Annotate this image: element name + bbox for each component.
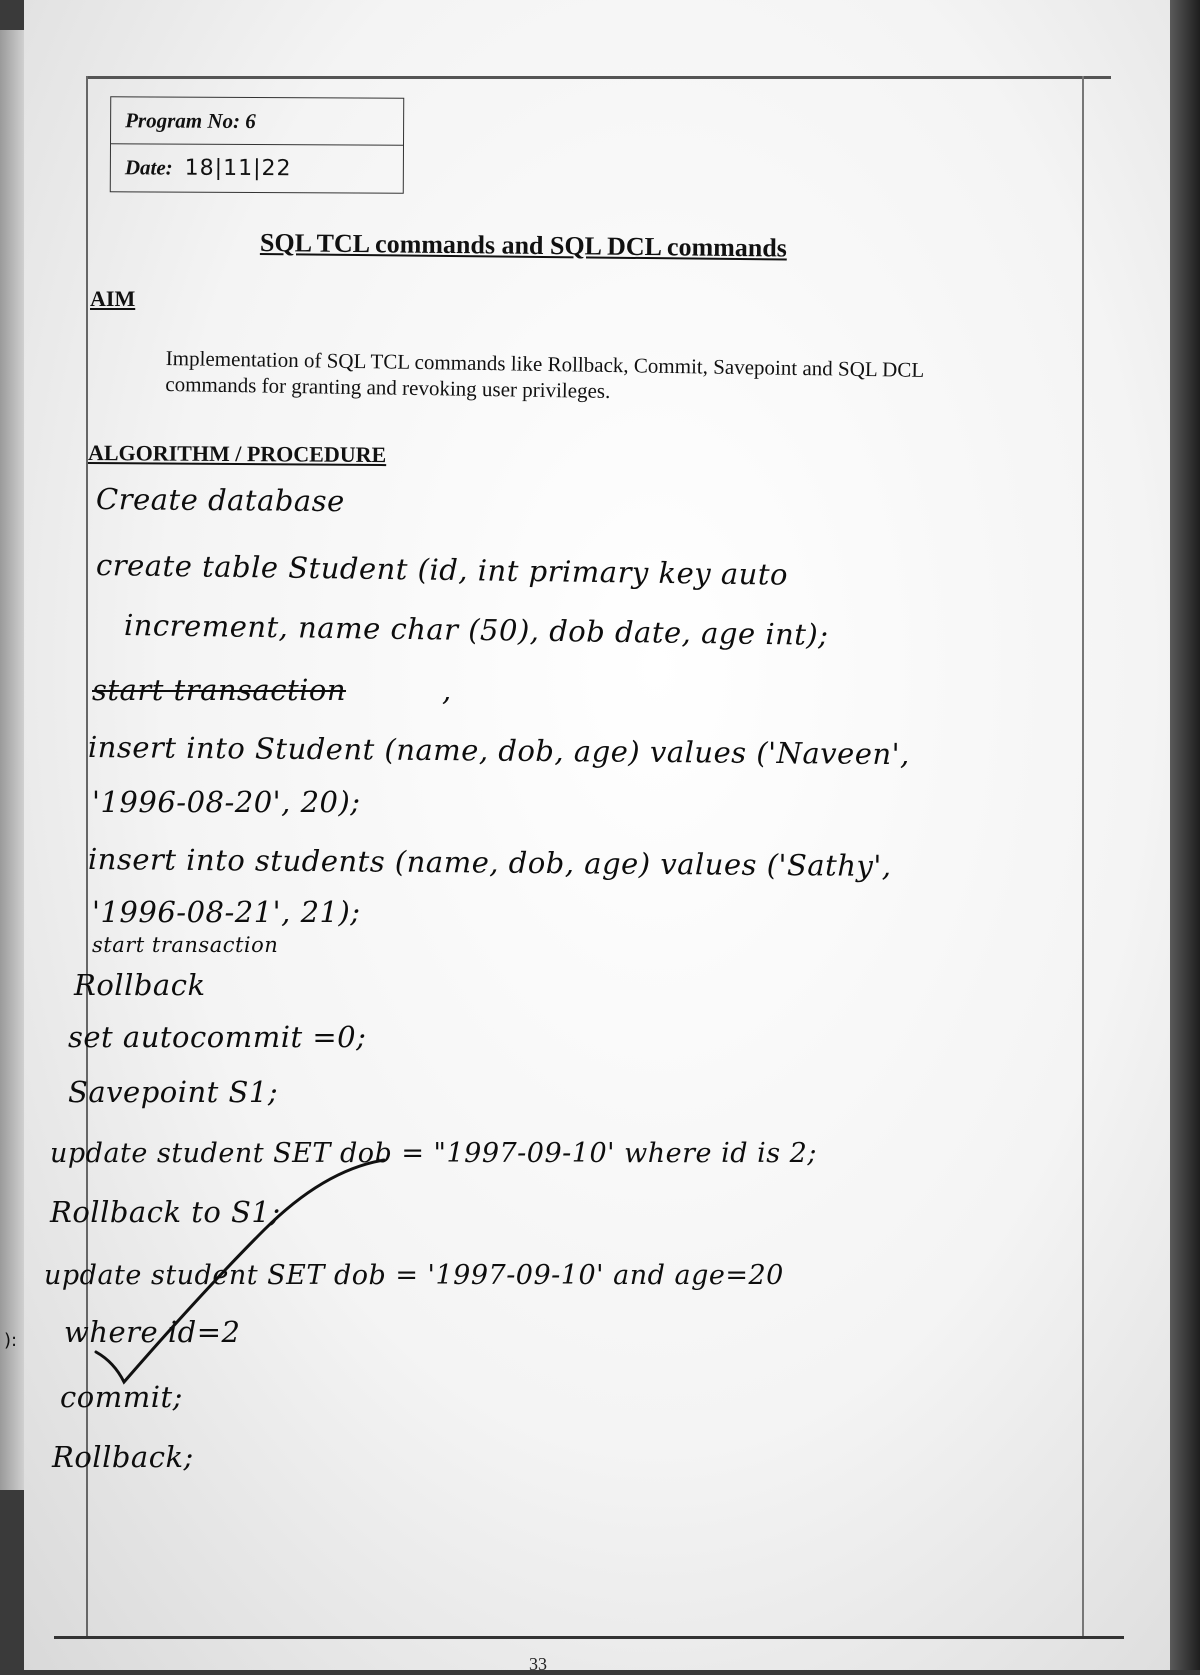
- page-frame-bottom: [54, 1636, 1124, 1639]
- date-row: [111, 143, 403, 192]
- program-number-row: [111, 97, 403, 145]
- handwritten-note: start transaction: [92, 933, 279, 957]
- handwritten-line: Rollback: [74, 968, 206, 1002]
- handwritten-line: update student SET dob = '1997-09-10' and age=20: [44, 1260, 784, 1291]
- handwritten-line: where id=2: [64, 1315, 241, 1349]
- handwritten-line: set autocommit =0;: [68, 1020, 367, 1054]
- handwritten-line: '1996-08-21', 21);: [92, 895, 361, 929]
- struck-through-line: start transaction: [92, 673, 347, 707]
- program-info-box: [110, 96, 404, 194]
- page-number: 33: [529, 1654, 547, 1674]
- handwritten-line: insert into Student (name, dob, age) values ('Naveen',: [87, 730, 910, 772]
- handwritten-line: Rollback;: [52, 1440, 194, 1474]
- page-frame-top: [86, 76, 1111, 79]
- program-number-label: Program No: 6: [125, 107, 256, 133]
- page-title: SQL TCL commands and SQL DCL commands: [259, 228, 788, 263]
- handwritten-line: insert into students (name, dob, age) values ('Sathy',: [87, 842, 892, 884]
- left-page-text-fragment: ):: [4, 1330, 18, 1351]
- handwritten-line: '1996-08-20', 20);: [92, 785, 361, 819]
- handwritten-line: commit;: [60, 1380, 183, 1414]
- aim-text: Implementation of SQL TCL commands like Rollback, Commit, Savepoint and SQL DCL commands for granting and revoking user privileges.: [165, 345, 924, 403]
- right-page-shadow: [1170, 0, 1200, 1670]
- page-frame-right: [1082, 76, 1084, 1636]
- handwritten-line: update student SET dob = "1997-09-10' where id is 2;: [50, 1138, 817, 1169]
- algorithm-heading: ALGORITHM / PROCEDURE: [87, 440, 387, 468]
- handwritten-line: Savepoint S1;: [68, 1075, 279, 1109]
- date-value: 18|11|22: [184, 155, 292, 181]
- handwritten-line: Rollback to S1;: [50, 1195, 281, 1229]
- handwritten-comma: ,: [442, 673, 452, 707]
- date-label: Date:: [124, 154, 173, 180]
- notebook-page: [24, 0, 1174, 1674]
- handwritten-line: create table Student (id, int primary key auto: [95, 548, 789, 592]
- handwritten-line: Create database: [95, 482, 345, 519]
- handwritten-line: increment, name char (50), dob date, age int);: [123, 608, 829, 652]
- aim-heading: AIM: [90, 286, 136, 311]
